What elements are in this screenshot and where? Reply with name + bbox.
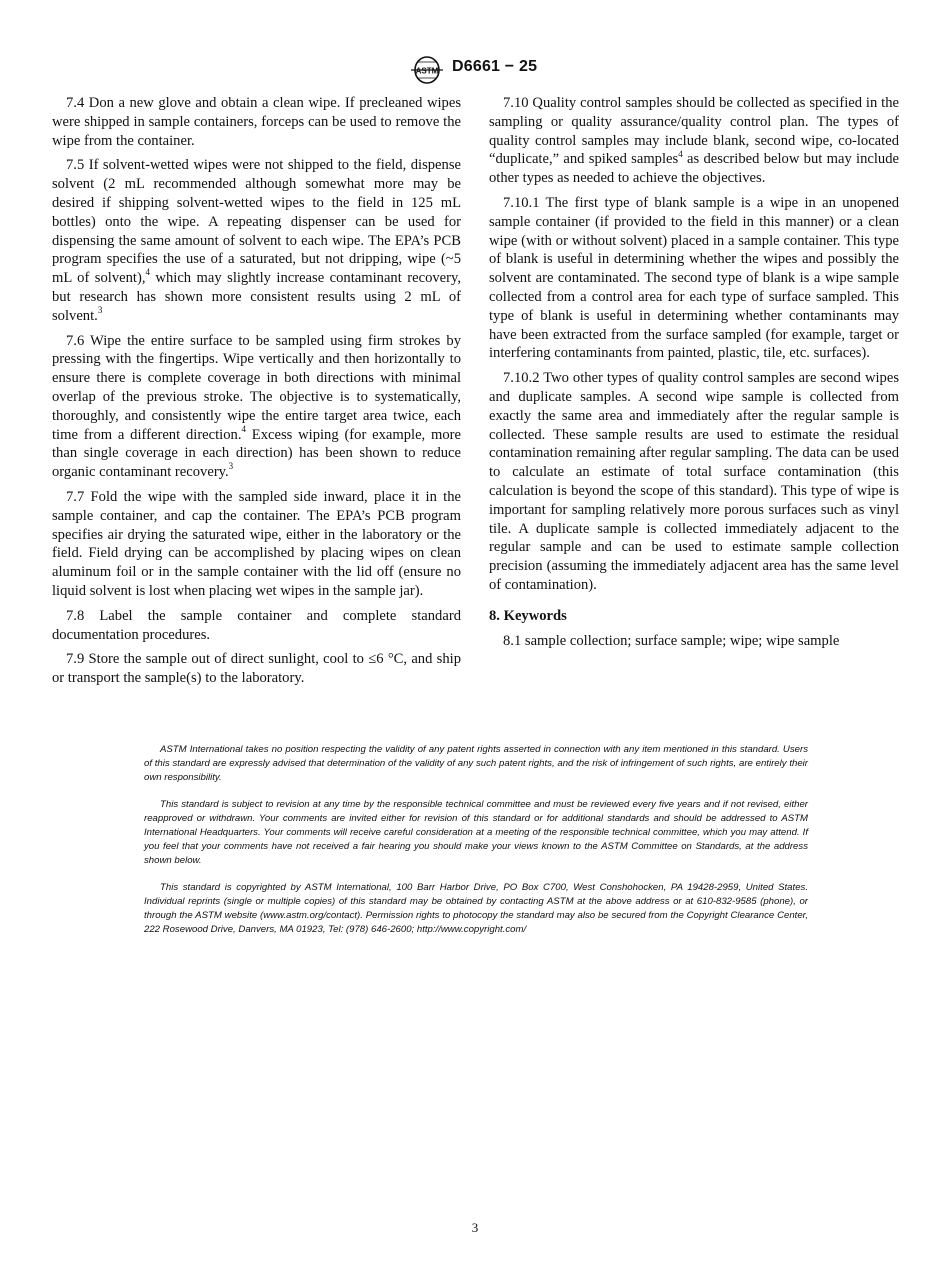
paragraph-7-10-1: 7.10.1 The first type of blank sample is a wipe in an unopened sample container (if provided to the field in this manner) or a clean wipe (with or without solvent) placed in a sample container. This type of blank is useful in determining whether the wipes and possibly the solvent are contaminated. The second type of blank is a wipe sample collected from a control area for each type of surface sampled. This type of blank is useful in determining whether contaminants may have been extracted from the surface sampled (for example, target or interfering contaminants from painted, plastic, tile, etc. surfaces). [489, 194, 899, 362]
footnote-ref: 4 [678, 148, 683, 159]
paragraph-7-10-2: 7.10.2 Two other types of quality control samples are second wipes and duplicate samples. A second wipe sample is collected from exactly the same area and immediately after the regular sample is collected. These sample results are used to estimate the residual contamination remaining after regular sampling. The data can be used to calculate an estimate of total surface contamination (this calculation is beyond the scope of this standard). This type of wipe is important for sampling relatively more porous surfaces such as vinyl tile. A duplicate sample is collected immediately adjacent to the regular sample and can be used to estimate sample collection precision (assuming the immediately adjacent area has the same level of contamination). [489, 370, 899, 593]
paragraph-7-5: 7.5 If solvent-wetted wipes were not shipped to the field, dispense solvent (2 mL recommended although somewhat more may be desired if shipping solvent-wetted wipes to the field in 125 mL bottles) onto the wipe. A repeating dispenser can be used for dispensing the same amount of solvent to each wipe. The EPA’s PCB program specifies the use of a saturated, but not dripping, wipe (~5 mL of solvent),$^4$ which may slightly increase contaminant recovery, but research has shown more consistent results using 2 mL of solvent.$^3$ [52, 157, 461, 324]
left-column [52, 94, 461, 694]
copyright-notice: This standard is copyrighted by ASTM International, 100 Barr Harbor Drive, PO Box C700, West Conshohocken, PA 19428-2959, United States. Individual reprints (single or multiple copies) of this standard may be obtained by contacting ASTM at the above address or at 610-832-9585 (phone), or through the ASTM website (www.astm.org/contact). Permission rights to photocopy the standard may also be secured from the Copyright Clearance Center, 222 Rosewood Drive, Danvers, MA 01923, Tel: (978) 646-2600; http://www.copyright.com/ [144, 882, 808, 935]
paragraph-7-10: 7.10 Quality control samples should be collected as specified in the sampling or quality assurance/quality control plan. The types of quality control samples may include blank, second wipe, co-located “duplicate,” and spiked samples$^4$ as described below but may include other types as needed to achieve the objectives. [489, 95, 899, 187]
section-heading-keywords: 8. Keywords [489, 607, 567, 624]
page-header [0, 56, 950, 84]
svg-text:ASTM: ASTM [415, 66, 439, 76]
astm-notices [144, 743, 808, 951]
paragraph-7-9: 7.9 Store the sample out of direct sunlight, cool to ≤6 °C, and ship or transport the sample(s) to the laboratory. [52, 651, 461, 687]
footnote-ref: 3 [97, 304, 103, 315]
right-column [489, 94, 899, 656]
astm-logo-icon [408, 56, 446, 84]
footnote-ref: 3 [228, 461, 234, 472]
footnote-ref: 4 [241, 423, 246, 434]
footnote-ref: 4 [145, 267, 150, 278]
standard-designation: D6661 − 25 [452, 58, 538, 75]
paragraph-7-6: 7.6 Wipe the entire surface to be sampled using firm strokes by pressing with the fingertips. Wipe vertically and then horizontally to ensure there is complete coverage in both directions with minimal overlap of the previous stroke. The objective is to systematically, thoroughly, and consistently wipe the entire target area twice, each time from a different direction.$^4$ Excess wiping (for example, more than single coverage in each direction) has been shown to reduce organic contaminant recovery.$^3$ [52, 332, 461, 481]
revision-notice: This standard is subject to revision at any time by the responsible technical committee and must be reviewed every five years and if not revised, either reapproved or withdrawn. Your comments are invited either for revision of this standard or for additional standards and should be addressed to ASTM International Headquarters. Your comments will receive careful consideration at a meeting of the responsible technical committee, which you may attend. If you feel that your comments have not received a fair hearing you should make your views known to the ASTM Committee on Standards, at the address shown below. [144, 799, 808, 866]
paragraph-7-7: 7.7 Fold the wipe with the sampled side inward, place it in the sample container, and cap the container. The EPA’s PCB program specifies air drying the saturated wipe, either in the laboratory or the field. Field drying can be accomplished by placing wipes on clean aluminum foil or in the sample container with the lid off (ensure no liquid solvent is lost when placing wet wipes in the sample jar). [52, 488, 461, 599]
paragraph-7-4: 7.4 Don a new glove and obtain a clean wipe. If precleaned wipes were shipped in sample containers, forceps can be used to remove the wipe from the container. [52, 95, 461, 149]
paragraph-7-8: 7.8 Label the sample container and complete standard documentation procedures. [52, 607, 461, 643]
paragraph-8-1: 8.1 sample collection; surface sample; wipe; wipe sample [503, 632, 840, 649]
page-number: 3 [471, 1220, 479, 1235]
patent-notice: ASTM International takes no position respecting the validity of any patent rights asserted in connection with any item mentioned in this standard. Users of this standard are expressly advised that determination of the validity of any such patent rights, and the risk of infringement of such rights, are entirely their own responsibility. [144, 744, 808, 783]
